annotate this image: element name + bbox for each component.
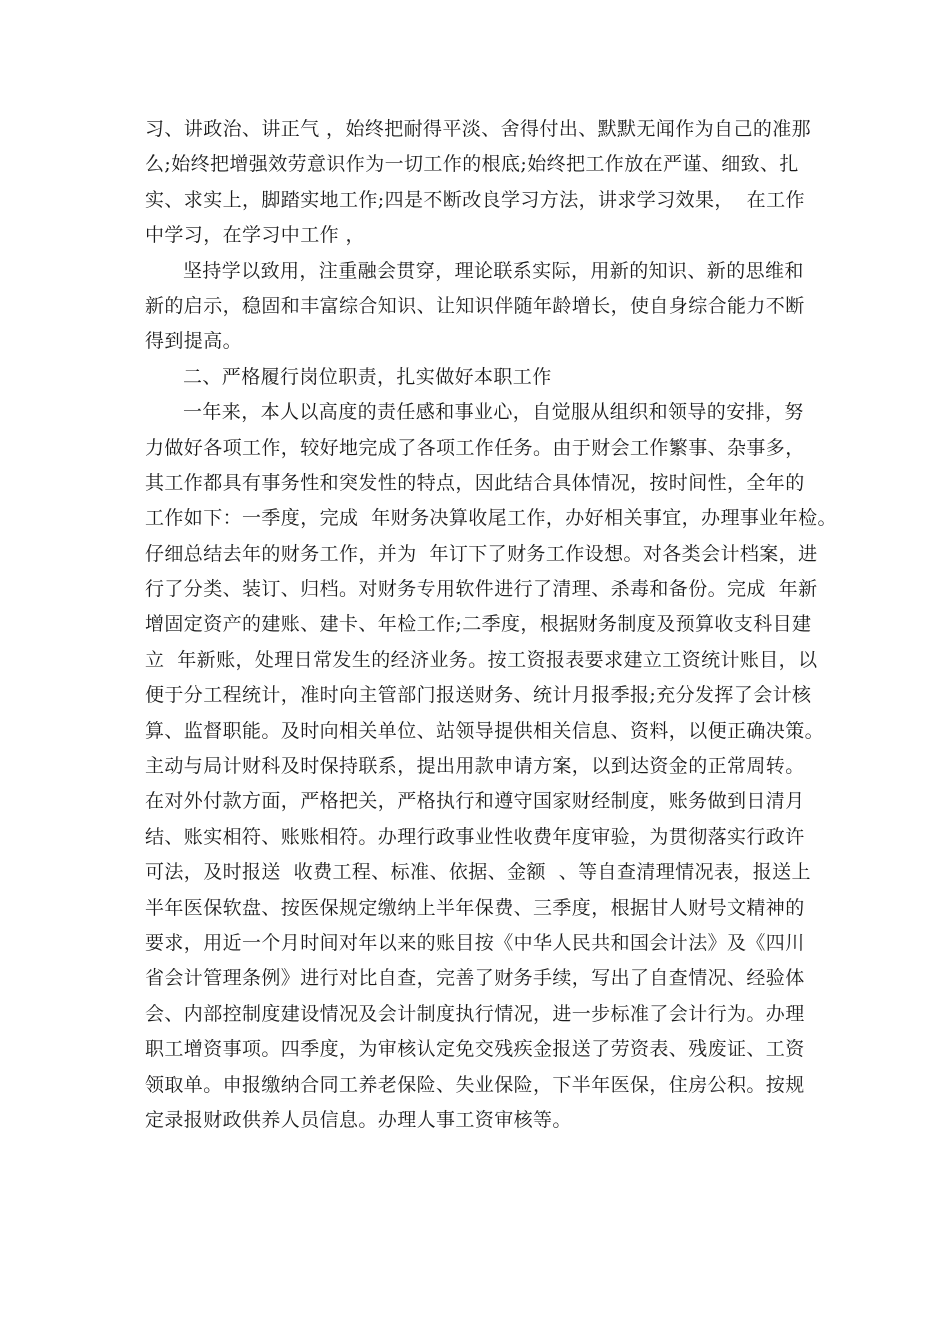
text-line: 中学习，在学习中工作 ， — [145, 224, 365, 247]
paragraph — [145, 395, 837, 1138]
text-line: 省会计管理条例》进行对比自查，完善了财务手续，写出了自查情况、经验体 — [145, 967, 805, 990]
text-line: 力做好各项工作，较好地完成了各项工作任务。由于财会工作繁事、杂事多， — [145, 436, 805, 459]
text-line: 职工增资事项。四季度，为审核认定免交残疾金报送了劳资表、残废证、工资 — [145, 1038, 805, 1061]
text-line: 算、监督职能。及时向相关单位、站领导提供相关信息、资料，以便正确决策。 — [145, 719, 825, 742]
text-line: 可法，及时报送 收费工程、标准、依据、金额 、等自查清理情况表，报送上 — [145, 861, 811, 884]
text-line: 定录报财政供养人员信息。办理人事工资审核等。 — [145, 1108, 572, 1131]
text-line: 便于分工程统计，准时向主管部门报送财务、统计月报季报;充分发挥了会计核 — [145, 684, 812, 707]
text-line: 仔细总结去年的财务工作，并为 年订下了财务工作设想。对各类会计档案，进 — [145, 542, 818, 565]
text-line: 要求，用近一个月时间对年以来的账目按《中华人民共和国会计法》及《四川 — [145, 931, 805, 954]
text-line: 行了分类、装订、归档。对财务专用软件进行了清理、杀毒和备份。完成 年新 — [145, 578, 818, 601]
text-line: 一年来，本人以高度的责任感和事业心，自觉服从组织和领导的安排，努 — [183, 401, 804, 424]
text-line: 主动与局计财科及时保持联系，提出用款申请方案，以到达资金的正常周转。 — [145, 755, 805, 778]
text-line: 工作如下：一季度，完成 年财务决算收尾工作，办好相关事宜，办理事业年检。 — [145, 507, 837, 530]
text-line: 么;始终把增强效劳意识作为一切工作的根底;始终把工作放在严谨、细致、扎 — [145, 153, 799, 176]
text-line: 新的启示，稳固和丰富综合知识、让知识伴随年龄增长，使自身综合能力不断 — [145, 294, 805, 317]
heading-text: 二、严格履行岗位职责，扎实做好本职工作 — [183, 365, 552, 388]
paragraph-continuation — [145, 112, 825, 254]
text-line: 立 年新账，处理日常发生的经济业务。按工资报表要求建立工资统计账目，以 — [145, 648, 818, 671]
text-line: 坚持学以致用，注重融会贯穿，理论联系实际，用新的知识、新的思维和 — [183, 259, 804, 282]
text-line: 增固定资产的建账、建卡、年检工作;二季度，根据财务制度及预算收支科目建 — [145, 613, 812, 636]
text-line: 在对外付款方面，严格把关，严格执行和遵守国家财经制度，账务做到日清月 — [145, 790, 805, 813]
text-line: 实、求实上，脚踏实地工作;四是不断改良学习方法，讲求学习效果， 在工作 — [145, 188, 805, 211]
text-line: 半年医保软盘、按医保规定缴纳上半年保费、三季度，根据甘人财号文精神的 — [145, 896, 805, 919]
text-line: 结、账实相符、账账相符。办理行政事业性收费年度审验，为贯彻落实行政许 — [145, 825, 805, 848]
paragraph — [145, 254, 825, 360]
text-line: 其工作都具有事务性和突发性的特点，因此结合具体情况，按时间性，全年的 — [145, 471, 805, 494]
text-line: 领取单。申报缴纳合同工养老保险、失业保险，下半年医保，住房公积。按规 — [145, 1073, 805, 1096]
text-line: 会、内部控制度建设情况及会计制度执行情况，进一步标准了会计行为。办理 — [145, 1002, 805, 1025]
text-line: 习、讲政治、讲正气 ，始终把耐得平淡、舍得付出、默默无闻作为自己的准那 — [145, 118, 812, 140]
section-heading — [145, 360, 825, 395]
document-body — [145, 112, 837, 1138]
text-line: 得到提高。 — [145, 330, 243, 353]
